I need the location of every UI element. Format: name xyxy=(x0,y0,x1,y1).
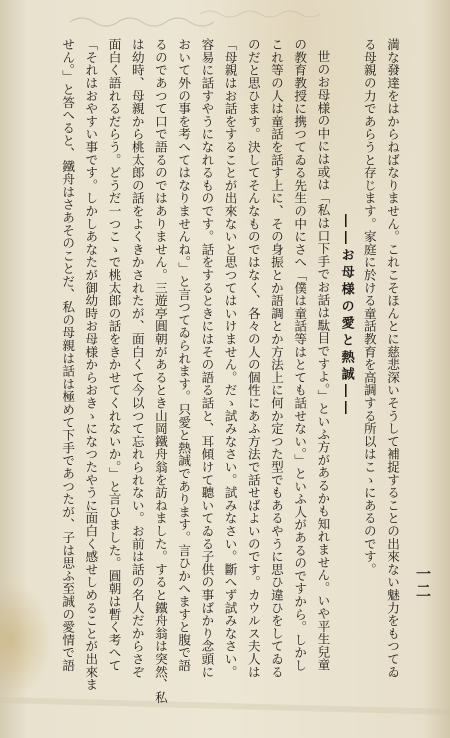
text-line: おいて外の事を考へてはなりませんね。」と言つてゐられます。只愛と熱誠であります。言ひかへますと腹で語 xyxy=(176,38,192,672)
text-line: せん。」と答へると、鐵舟はさあそのことだ、私の母親は話は極めて下手であつたが、子は思ふ至誠の愛情で語 xyxy=(60,38,76,672)
vertical-text-block xyxy=(34,38,404,708)
text-line: の教育教授に携つてゐる先生の中にさへ「僕は童話等はとても話せない。」といふ人があるのですから。しかし xyxy=(292,38,308,672)
text-line: 満な發達をはからねばなりません。これこそほんとに慈悲深いそうして補捉することの出來ない魅力をもつてゐ xyxy=(385,38,400,678)
text-line: 「それはおやすい事です。しかしあなたが御幼時お母様からおきゝになつたやうに面白く感せしめることが出來ま xyxy=(83,38,99,691)
text-line: 世のお母様の中には或は「私は口下手でお話は駄目ですよ。」といふ方があるかも知れません。いや平生兒童 xyxy=(315,50,331,671)
section-heading: ――お母様の愛と熱誠―― xyxy=(338,214,354,418)
text-line: 「母親はお話をすることが出來ないと思つてはいけません。だゝ試みなさい。試みなさい。斷へず試みなさい。 xyxy=(222,38,238,678)
text-line: のだと思ひます。決してそんなものではなく、各々の人の個性にあふ方法で話せばよいのです。カウルス夫人は xyxy=(245,38,261,678)
page-number: 一二 xyxy=(414,566,432,600)
text-line: これ等の人は童話を話す上に、その身振とか語調とか方法上に何か定つた型でもあるやうに思ひ違ひをしてゐる xyxy=(268,38,284,678)
text-line: る母親の力であらうと存じます。家庭に於ける童話教育を高調する所以はこゝにあるのです。 xyxy=(361,38,377,576)
text-line: 面白く語れるだらう。どうだ一つこゝで桃太郎の話をきかせてくれないか。」と言ひました。圓朝は暫く考へて xyxy=(106,38,122,672)
text-line: るのであつて口で語るのではありません。三遊亭圓朝があるとき山岡鐵舟翁を訪ねました。すると鐵舟翁は突然、私 xyxy=(152,38,168,704)
text-line: 容易に話すやうになれるものです。話をするときにはその語る話と、耳傾けて聽いてゐる子供の事ばかり念頭に xyxy=(199,38,215,678)
text-line: は幼時、母親から桃太郎の話をよくきかされたが、面白くて今以つて忘れられない。お前は話の名人だからさぞ xyxy=(129,38,145,678)
